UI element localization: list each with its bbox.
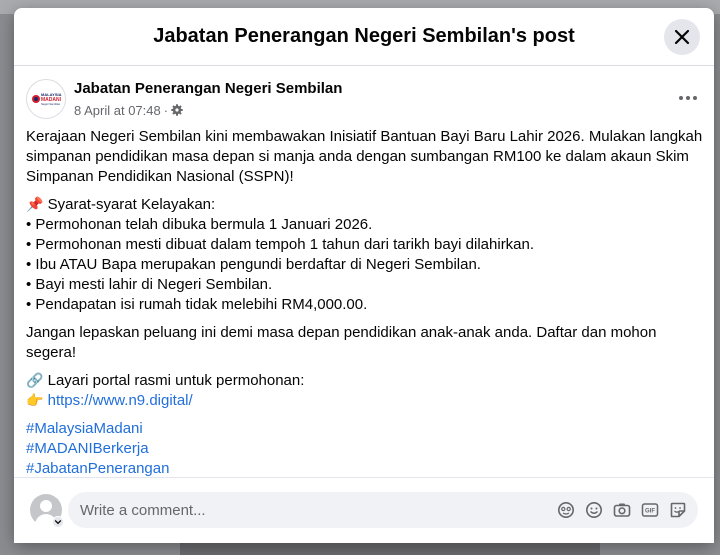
gear-icon[interactable] [171, 104, 183, 116]
criteria-item: • Bayi mesti lahir di Negeri Sembilan. [26, 276, 273, 293]
post-meta [74, 101, 183, 119]
hashtag-link[interactable]: #MADANIBerkerja [26, 440, 149, 457]
criteria-heading [26, 195, 710, 215]
criteria-item: • Pendapatan isi rumah tidak melebihi RM4,000.00. [26, 296, 368, 313]
hashtag-link[interactable]: #MalaysiaMadani [26, 420, 143, 437]
profile-switch-button[interactable] [52, 516, 64, 528]
logo-line-2: MADANI [41, 97, 61, 103]
post-body [26, 127, 710, 507]
logo-line-3: Negeri Sembilan [41, 103, 61, 106]
photo-button[interactable] [612, 500, 632, 520]
post-content-area[interactable] [14, 67, 714, 477]
post-author[interactable]: Jabatan Penerangan Negeri Sembilan [74, 80, 343, 97]
criteria-item: • Ibu ATAU Bapa merupakan pengundi berdaftar di Negeri Sembilan. [26, 256, 481, 273]
comment-input[interactable] [68, 492, 556, 528]
portal-line [26, 371, 710, 391]
criteria-title: Syarat-syarat Kelayakan: [47, 196, 216, 213]
portal-text: Layari portal rasmi untuk permohonan: [47, 372, 305, 389]
post-intro: Kerajaan Negeri Sembilan kini membawakan Inisiatif Bantuan Bayi Baru Lahir 2026. Mulakan langkah simpanan pendidikan masa depan si manja anda dengan sumbangan RM100 ke dalam akaun Skim Simpanan Pendidikan Nasional (SSPN)! [26, 128, 703, 185]
post-timestamp[interactable]: 8 April at 07:48 [74, 102, 161, 118]
dialog-header [14, 8, 714, 66]
avatar-sticker-icon [557, 501, 575, 519]
logo-line-1: MALAYSIA [41, 92, 62, 97]
more-options-button[interactable] [674, 87, 702, 109]
page-logo-icon [28, 81, 64, 117]
portal-block [26, 371, 710, 411]
pin-icon: 📌 [26, 197, 44, 213]
dialog-title: Jabatan Penerangan Negeri Sembilan's post [153, 25, 575, 47]
gif-label: GIF [645, 508, 655, 515]
page-avatar[interactable] [26, 79, 66, 119]
sticker-icon [669, 501, 687, 519]
comment-footer [14, 477, 714, 543]
portal-link[interactable]: https://www.n9.digital/ [47, 392, 193, 409]
portal-link-line [26, 391, 710, 411]
avatar-head [40, 500, 52, 512]
avatar-sticker-button[interactable] [556, 500, 576, 520]
criteria-block [26, 195, 710, 315]
sticker-button[interactable] [668, 500, 688, 520]
criteria-item: • Permohonan mesti dibuat dalam tempoh 1 tahun dari tarikh bayi dilahirkan. [26, 236, 535, 253]
more-icon [679, 96, 697, 100]
emoji-icon [585, 501, 603, 519]
hashtag-link[interactable]: #JabatanPenerangan [26, 460, 170, 477]
pointing-hand-icon: 👉 [26, 393, 44, 409]
emoji-button[interactable] [584, 500, 604, 520]
link-icon: 🔗 [26, 373, 44, 389]
post-dialog [14, 8, 714, 543]
close-button[interactable] [664, 19, 700, 55]
gif-icon [641, 501, 659, 519]
close-icon [674, 29, 690, 45]
post-header [26, 79, 702, 121]
criteria-item: • Permohonan telah dibuka bermula 1 Januari 2026. [26, 216, 373, 233]
comment-tools [556, 500, 698, 520]
gif-button[interactable] [640, 500, 660, 520]
post-closing: Jangan lepaskan peluang ini demi masa depan pendidikan anak-anak anda. Daftar dan mohon segera! [26, 324, 657, 361]
camera-icon [613, 501, 631, 519]
meta-separator: · [163, 102, 169, 118]
chevron-down-icon [54, 518, 62, 526]
comment-box [68, 492, 698, 528]
